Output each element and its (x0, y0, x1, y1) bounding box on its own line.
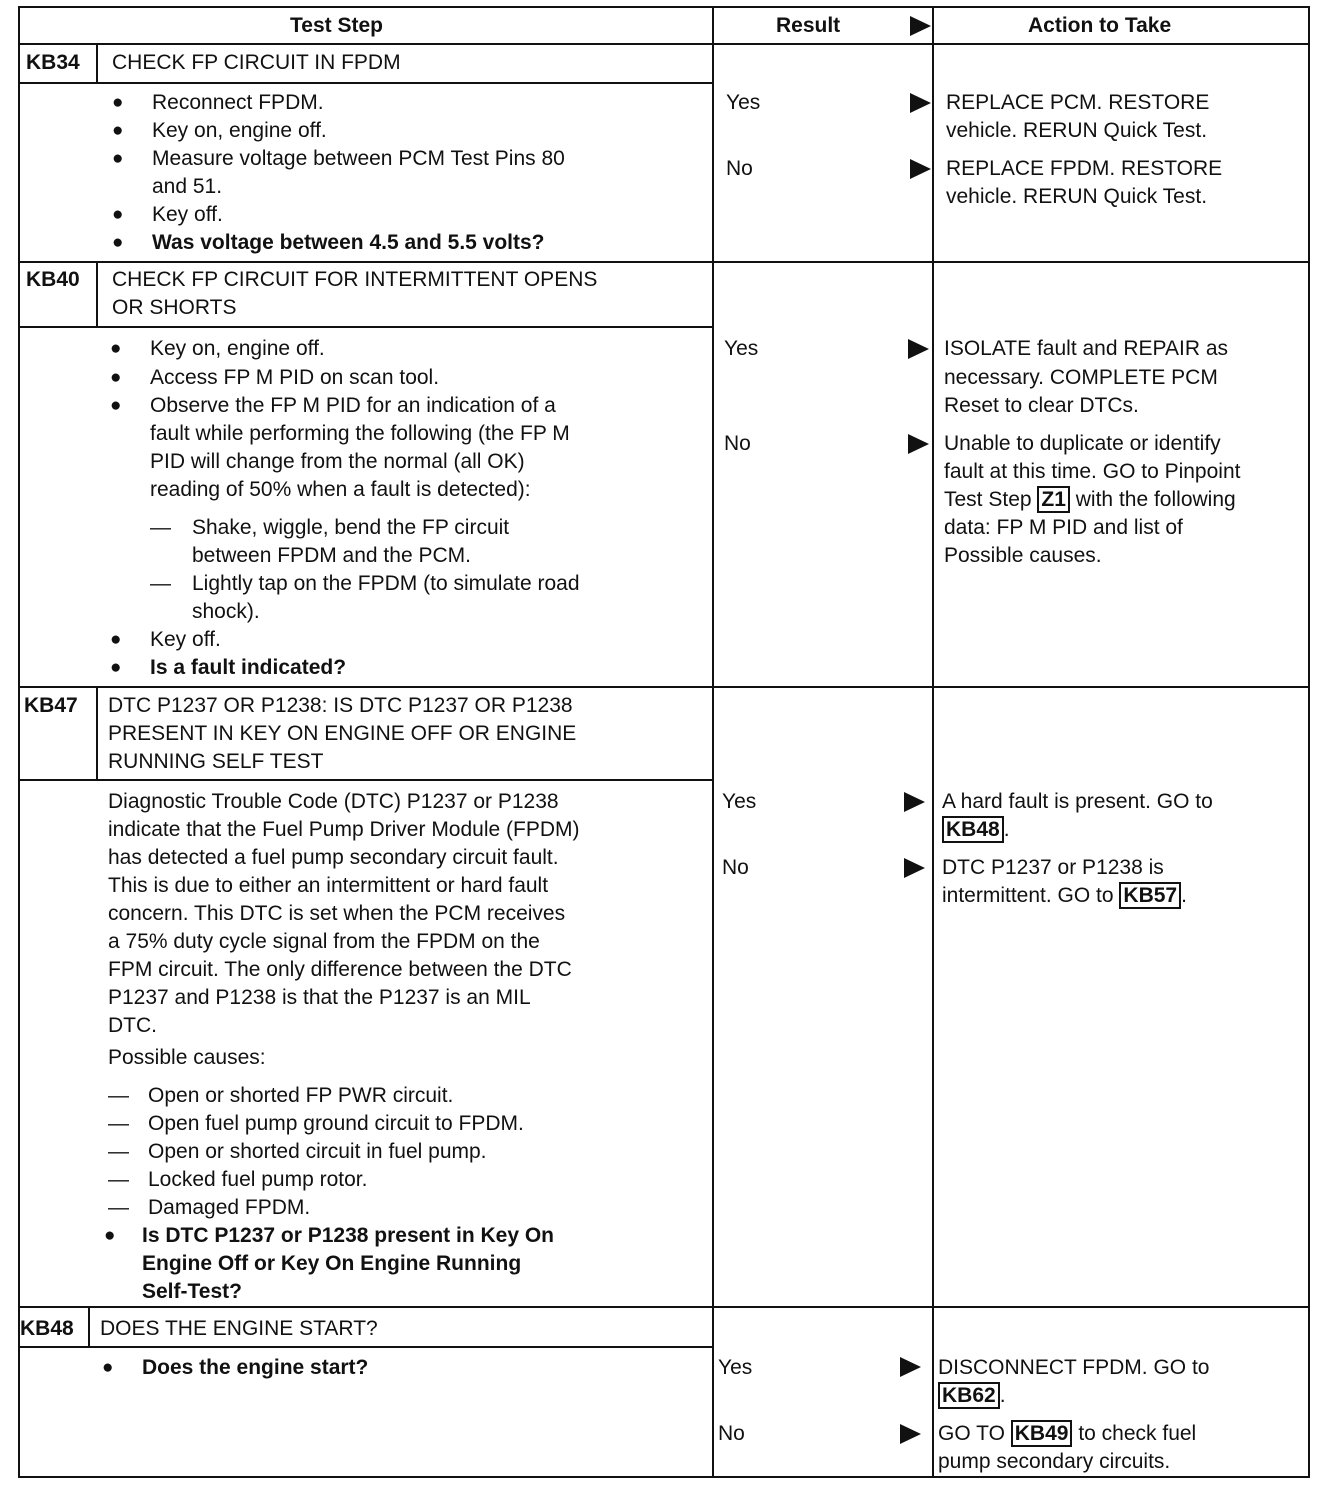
header-test-step: Test Step (290, 14, 383, 37)
bullet-icon: ● (110, 367, 122, 388)
step-question: Does the engine start? (142, 1356, 369, 1379)
step-id: KB48 (20, 1317, 74, 1340)
row-divider (20, 1346, 712, 1348)
header-result: Result (776, 14, 841, 37)
header-action: Action to Take (1028, 14, 1172, 37)
dash-icon: — (150, 516, 171, 539)
step-instruction: Access FP M PID on scan tool. (150, 366, 440, 389)
step-instruction: Key on, engine off. (150, 337, 325, 360)
step-question: Engine Off or Key On Engine Running (142, 1252, 522, 1275)
result-no: No (718, 1422, 745, 1445)
result-yes: Yes (718, 1356, 753, 1379)
step-description: Diagnostic Trouble Code (DTC) P1237 or P1238 (108, 790, 559, 813)
step-description: indicate that the Fuel Pump Driver Module (FPDM) (108, 818, 580, 841)
action-text-part: intermittent. GO to (942, 884, 1114, 907)
step-id: KB47 (24, 694, 78, 717)
action-text: REPLACE PCM. RESTORE (946, 91, 1210, 114)
action-text: ISOLATE fault and REPAIR as (944, 337, 1229, 360)
action-text (938, 1420, 1196, 1448)
column-divider (932, 8, 934, 1476)
step-description: DTC. (108, 1014, 157, 1037)
step-instruction: fault while performing the following (the FP M (150, 422, 570, 445)
cause-item: Damaged FPDM. (148, 1196, 311, 1219)
bullet-icon: ● (112, 204, 124, 225)
step-id: KB40 (26, 268, 80, 291)
bullet-icon: ● (112, 120, 124, 141)
test-step-table (18, 6, 1310, 1478)
action-text: REPLACE FPDM. RESTORE (946, 157, 1223, 180)
action-text: Possible causes. (944, 544, 1102, 567)
step-subinstruction: between FPDM and the PCM. (192, 544, 471, 567)
step-title: DOES THE ENGINE START? (100, 1317, 378, 1340)
action-text: Reset to clear DTCs. (944, 394, 1139, 417)
step-subinstruction: Shake, wiggle, bend the FP circuit (192, 516, 510, 539)
action-text: DTC P1237 or P1238 is (942, 856, 1164, 879)
result-no: No (724, 432, 751, 455)
bullet-icon: ● (102, 1357, 114, 1378)
dash-icon: — (108, 1196, 129, 1219)
step-instruction: reading of 50% when a fault is detected): (150, 478, 531, 501)
arrow-icon (908, 434, 929, 454)
dash-icon: — (108, 1140, 129, 1163)
causes-label: Possible causes: (108, 1046, 266, 1069)
step-question: Is a fault indicated? (150, 656, 347, 679)
header-arrow-icon (910, 16, 931, 36)
result-no: No (722, 856, 749, 879)
dash-icon: — (108, 1084, 129, 1107)
row-divider (20, 326, 712, 328)
step-instruction: Measure voltage between PCM Test Pins 80 (152, 147, 565, 170)
id-divider (96, 45, 98, 82)
step-title: RUNNING SELF TEST (108, 750, 324, 773)
action-text-part: Test Step (944, 488, 1032, 511)
bullet-icon: ● (112, 92, 124, 113)
dash-icon: — (150, 572, 171, 595)
row-divider (20, 1306, 1308, 1308)
action-text-part: GO TO (938, 1422, 1005, 1445)
step-question: Was voltage between 4.5 and 5.5 volts? (152, 231, 545, 254)
action-text-part: with the following (1075, 488, 1236, 511)
period: . (1003, 818, 1010, 841)
step-instruction: PID will change from the normal (all OK) (150, 450, 525, 473)
arrow-icon (908, 339, 929, 359)
step-description: has detected a fuel pump secondary circuit fault. (108, 846, 559, 869)
row-divider (20, 779, 712, 781)
arrow-icon (904, 858, 925, 878)
step-description: concern. This DTC is set when the PCM receives (108, 902, 566, 925)
result-no: No (726, 157, 753, 180)
step-reference-link[interactable]: KB49 (1011, 1420, 1073, 1447)
bullet-icon: ● (110, 629, 122, 650)
step-description: This is due to either an intermittent or hard fault (108, 874, 549, 897)
action-text (938, 1382, 1006, 1410)
step-description: a 75% duty cycle signal from the FPDM on the (108, 930, 540, 953)
row-divider (20, 82, 712, 84)
action-text: necessary. COMPLETE PCM (944, 366, 1218, 389)
action-text: vehicle. RERUN Quick Test. (946, 119, 1208, 142)
step-reference-link[interactable]: KB48 (942, 816, 1004, 843)
result-yes: Yes (726, 91, 761, 114)
action-text (942, 816, 1010, 844)
action-text: pump secondary circuits. (938, 1450, 1171, 1473)
cause-item: Locked fuel pump rotor. (148, 1168, 368, 1191)
header-divider (20, 43, 1308, 45)
arrow-icon (900, 1357, 921, 1377)
id-divider (96, 263, 98, 326)
bullet-icon: ● (104, 1225, 116, 1246)
bullet-icon: ● (110, 395, 122, 416)
dash-icon: — (108, 1112, 129, 1135)
cause-item: Open fuel pump ground circuit to FPDM. (148, 1112, 524, 1135)
action-text: Unable to duplicate or identify (944, 432, 1221, 455)
cause-item: Open or shorted FP PWR circuit. (148, 1084, 454, 1107)
step-instruction: Key on, engine off. (152, 119, 327, 142)
action-text (944, 486, 1236, 514)
step-reference-link[interactable]: KB57 (1119, 882, 1181, 909)
action-text: data: FP M PID and list of (944, 516, 1183, 539)
dash-icon: — (108, 1168, 129, 1191)
result-yes: Yes (724, 337, 759, 360)
step-instruction: and 51. (152, 175, 223, 198)
bullet-icon: ● (112, 232, 124, 253)
row-divider (20, 686, 1308, 688)
period: . (999, 1384, 1006, 1407)
action-text-part: to check fuel (1078, 1422, 1197, 1445)
result-yes: Yes (722, 790, 757, 813)
arrow-icon (910, 159, 931, 179)
action-text (942, 882, 1187, 910)
step-question: Self-Test? (142, 1280, 242, 1303)
step-instruction: Observe the FP M PID for an indication of a (150, 394, 556, 417)
step-reference-link[interactable]: KB62 (938, 1382, 1000, 1409)
step-instruction: Key off. (150, 628, 221, 651)
action-text: vehicle. RERUN Quick Test. (946, 185, 1208, 208)
action-text: fault at this time. GO to Pinpoint (944, 460, 1241, 483)
action-text: A hard fault is present. GO to (942, 790, 1213, 813)
step-instruction: Reconnect FPDM. (152, 91, 324, 114)
bullet-icon: ● (112, 148, 124, 169)
bullet-icon: ● (110, 657, 122, 678)
arrow-icon (910, 93, 931, 113)
step-reference-link[interactable]: Z1 (1037, 486, 1070, 513)
step-title: DTC P1237 OR P1238: IS DTC P1237 OR P1238 (108, 694, 573, 717)
step-description: FPM circuit. The only difference between the DTC (108, 958, 572, 981)
step-title: PRESENT IN KEY ON ENGINE OFF OR ENGINE (108, 722, 577, 745)
id-divider (88, 1308, 90, 1346)
period: . (1181, 884, 1187, 907)
step-instruction: Key off. (152, 203, 223, 226)
cause-item: Open or shorted circuit in fuel pump. (148, 1140, 487, 1163)
bullet-icon: ● (110, 338, 122, 359)
column-divider (712, 8, 714, 1476)
step-question: Is DTC P1237 or P1238 present in Key On (142, 1224, 555, 1247)
step-title: CHECK FP CIRCUIT FOR INTERMITTENT OPENS (112, 268, 598, 291)
step-title: CHECK FP CIRCUIT IN FPDM (112, 51, 401, 74)
row-divider (20, 261, 1308, 263)
arrow-icon (904, 792, 925, 812)
step-subinstruction: Lightly tap on the FPDM (to simulate road (192, 572, 580, 595)
step-title: OR SHORTS (112, 296, 237, 319)
step-description: P1237 and P1238 is that the P1237 is an MIL (108, 986, 531, 1009)
step-subinstruction: shock). (192, 600, 260, 623)
id-divider (96, 688, 98, 779)
action-text: DISCONNECT FPDM. GO to (938, 1356, 1210, 1379)
step-id: KB34 (26, 51, 80, 74)
arrow-icon (900, 1424, 921, 1444)
